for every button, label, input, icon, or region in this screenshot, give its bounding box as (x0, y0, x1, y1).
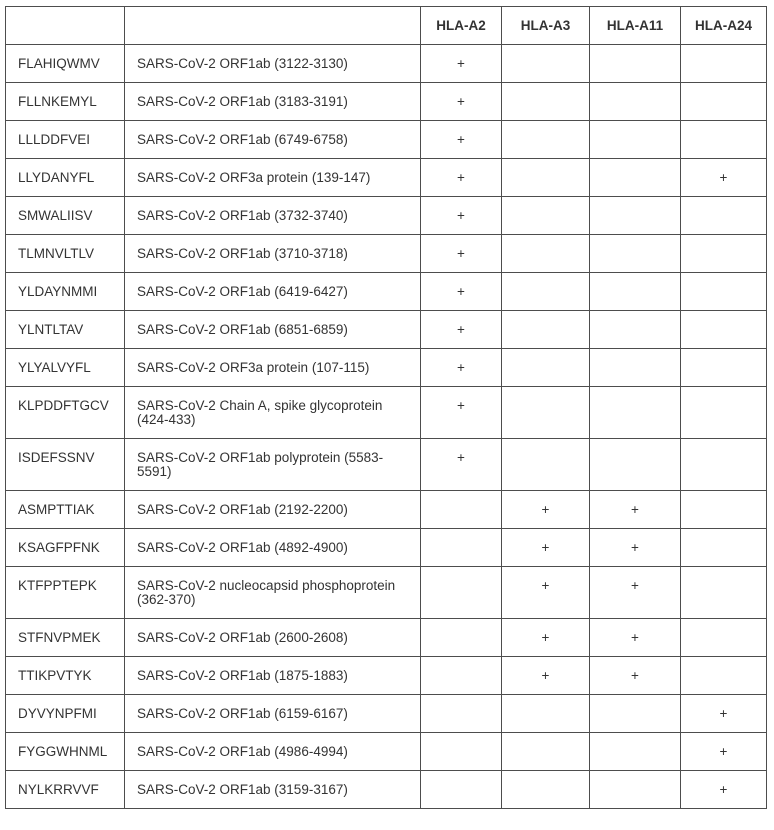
hla-a3-mark (502, 733, 590, 771)
source-cell: SARS-CoV-2 ORF1ab (2192-2200) (125, 491, 421, 529)
hla-a2-mark: + (421, 349, 502, 387)
source-cell: SARS-CoV-2 Chain A, spike glycoprotein (424-433) (125, 387, 421, 439)
peptide-cell: SMWALIISV (6, 197, 125, 235)
epitope-table (5, 6, 767, 809)
peptide-cell: TLMNVLTLV (6, 235, 125, 273)
hla-a3-mark (502, 197, 590, 235)
hla-a2-mark: + (421, 83, 502, 121)
peptide-cell: ISDEFSSNV (6, 439, 125, 491)
hla-a3-mark: + (502, 619, 590, 657)
source-cell: SARS-CoV-2 ORF1ab (4892-4900) (125, 529, 421, 567)
source-cell: SARS-CoV-2 ORF1ab (3732-3740) (125, 197, 421, 235)
table-row (6, 45, 767, 83)
source-cell: SARS-CoV-2 ORF1ab (3183-3191) (125, 83, 421, 121)
hla-a11-mark (590, 771, 681, 809)
hla-a2-mark (421, 567, 502, 619)
hla-a3-mark (502, 349, 590, 387)
table-row (6, 235, 767, 273)
hla-a11-mark (590, 197, 681, 235)
hla-a11-mark (590, 733, 681, 771)
hla-a11-mark (590, 121, 681, 159)
header-hla-a24: HLA-A24 (681, 7, 767, 45)
hla-a24-mark (681, 121, 767, 159)
hla-a11-mark (590, 311, 681, 349)
table-row (6, 439, 767, 491)
hla-a2-mark: + (421, 121, 502, 159)
peptide-cell: FYGGWHNML (6, 733, 125, 771)
source-cell: SARS-CoV-2 ORF1ab (6419-6427) (125, 273, 421, 311)
source-cell: SARS-CoV-2 ORF3a protein (107-115) (125, 349, 421, 387)
header-row (6, 7, 767, 45)
table-row (6, 695, 767, 733)
table-row (6, 771, 767, 809)
hla-a2-mark: + (421, 273, 502, 311)
hla-a2-mark: + (421, 45, 502, 83)
hla-a2-mark (421, 695, 502, 733)
peptide-cell: YLDAYNMMI (6, 273, 125, 311)
hla-a2-mark (421, 619, 502, 657)
table-row (6, 83, 767, 121)
hla-a3-mark (502, 235, 590, 273)
source-cell: SARS-CoV-2 ORF1ab (6851-6859) (125, 311, 421, 349)
hla-a11-mark (590, 83, 681, 121)
hla-a2-mark (421, 771, 502, 809)
hla-a11-mark: + (590, 657, 681, 695)
header-hla-a3: HLA-A3 (502, 7, 590, 45)
hla-a2-mark: + (421, 235, 502, 273)
source-cell: SARS-CoV-2 nucleocapsid phosphoprotein (362-370) (125, 567, 421, 619)
source-cell: SARS-CoV-2 ORF1ab (4986-4994) (125, 733, 421, 771)
hla-a24-mark (681, 273, 767, 311)
hla-a3-mark (502, 387, 590, 439)
hla-a11-mark: + (590, 619, 681, 657)
table-row (6, 121, 767, 159)
hla-a2-mark: + (421, 159, 502, 197)
hla-a11-mark (590, 235, 681, 273)
hla-a24-mark (681, 235, 767, 273)
hla-a2-mark (421, 657, 502, 695)
hla-a3-mark (502, 695, 590, 733)
hla-a11-mark (590, 273, 681, 311)
hla-a24-mark (681, 529, 767, 567)
hla-a3-mark (502, 45, 590, 83)
hla-a3-mark: + (502, 567, 590, 619)
peptide-cell: TTIKPVTYK (6, 657, 125, 695)
table-row (6, 733, 767, 771)
hla-a24-mark (681, 439, 767, 491)
header-source (125, 7, 421, 45)
hla-a11-mark (590, 695, 681, 733)
table-row (6, 387, 767, 439)
hla-a3-mark (502, 771, 590, 809)
peptide-cell: LLYDANYFL (6, 159, 125, 197)
table-row (6, 619, 767, 657)
hla-a24-mark (681, 83, 767, 121)
source-cell: SARS-CoV-2 ORF1ab (3122-3130) (125, 45, 421, 83)
table-row (6, 567, 767, 619)
peptide-cell: YLYALVYFL (6, 349, 125, 387)
hla-a24-mark (681, 567, 767, 619)
hla-a3-mark: + (502, 657, 590, 695)
hla-a3-mark: + (502, 529, 590, 567)
hla-a24-mark (681, 197, 767, 235)
header-hla-a2: HLA-A2 (421, 7, 502, 45)
hla-a3-mark (502, 439, 590, 491)
table-body (6, 45, 767, 809)
source-cell: SARS-CoV-2 ORF1ab (2600-2608) (125, 619, 421, 657)
hla-a2-mark: + (421, 439, 502, 491)
hla-a11-mark (590, 439, 681, 491)
table-row (6, 491, 767, 529)
hla-a24-mark (681, 311, 767, 349)
peptide-cell: DYVYNPFMI (6, 695, 125, 733)
hla-a3-mark (502, 121, 590, 159)
hla-a3-mark (502, 273, 590, 311)
source-cell: SARS-CoV-2 ORF1ab (1875-1883) (125, 657, 421, 695)
hla-a2-mark: + (421, 387, 502, 439)
peptide-cell: FLLNKEMYL (6, 83, 125, 121)
hla-a24-mark (681, 349, 767, 387)
hla-a11-mark (590, 45, 681, 83)
header-peptide (6, 7, 125, 45)
peptide-cell: LLLDDFVEI (6, 121, 125, 159)
hla-a11-mark (590, 159, 681, 197)
peptide-cell: STFNVPMEK (6, 619, 125, 657)
header-hla-a11: HLA-A11 (590, 7, 681, 45)
hla-a11-mark (590, 349, 681, 387)
hla-a24-mark (681, 45, 767, 83)
source-cell: SARS-CoV-2 ORF1ab (6159-6167) (125, 695, 421, 733)
hla-a3-mark: + (502, 491, 590, 529)
hla-a2-mark (421, 491, 502, 529)
table-row (6, 273, 767, 311)
peptide-cell: NYLKRRVVF (6, 771, 125, 809)
hla-a2-mark: + (421, 311, 502, 349)
hla-a24-mark (681, 387, 767, 439)
table-row (6, 349, 767, 387)
source-cell: SARS-CoV-2 ORF1ab (6749-6758) (125, 121, 421, 159)
source-cell: SARS-CoV-2 ORF1ab (3710-3718) (125, 235, 421, 273)
hla-a3-mark (502, 159, 590, 197)
table-row (6, 529, 767, 567)
hla-a11-mark (590, 387, 681, 439)
source-cell: SARS-CoV-2 ORF1ab (3159-3167) (125, 771, 421, 809)
source-cell: SARS-CoV-2 ORF1ab polyprotein (5583-5591) (125, 439, 421, 491)
table-row (6, 159, 767, 197)
table-row (6, 311, 767, 349)
hla-a2-mark: + (421, 197, 502, 235)
hla-a24-mark: + (681, 159, 767, 197)
hla-a2-mark (421, 733, 502, 771)
hla-a24-mark (681, 491, 767, 529)
peptide-cell: YLNTLTAV (6, 311, 125, 349)
peptide-cell: FLAHIQWMV (6, 45, 125, 83)
peptide-cell: ASMPTTIAK (6, 491, 125, 529)
hla-a24-mark (681, 657, 767, 695)
hla-a24-mark (681, 619, 767, 657)
table-row (6, 657, 767, 695)
hla-a3-mark (502, 83, 590, 121)
hla-a3-mark (502, 311, 590, 349)
hla-a24-mark: + (681, 733, 767, 771)
table-row (6, 197, 767, 235)
peptide-cell: KLPDDFTGCV (6, 387, 125, 439)
hla-a24-mark: + (681, 695, 767, 733)
peptide-cell: KTFPPTEPK (6, 567, 125, 619)
hla-a11-mark: + (590, 529, 681, 567)
source-cell: SARS-CoV-2 ORF3a protein (139-147) (125, 159, 421, 197)
hla-a24-mark: + (681, 771, 767, 809)
peptide-cell: KSAGFPFNK (6, 529, 125, 567)
hla-a2-mark (421, 529, 502, 567)
hla-a11-mark: + (590, 567, 681, 619)
hla-a11-mark: + (590, 491, 681, 529)
